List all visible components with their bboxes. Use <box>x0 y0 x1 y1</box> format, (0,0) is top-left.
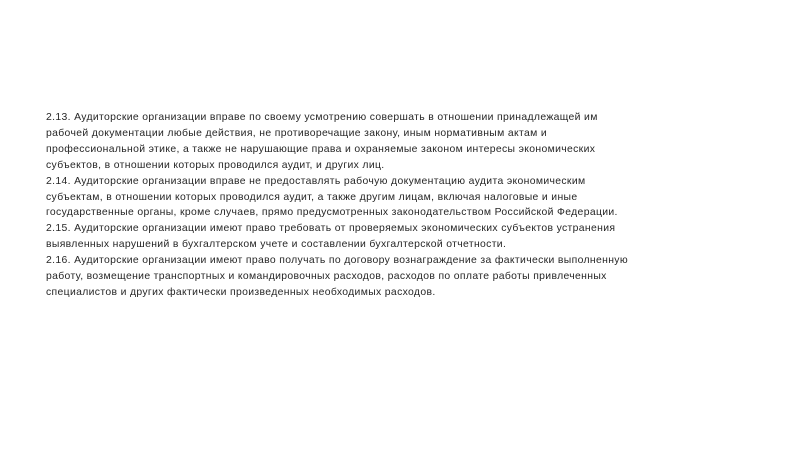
text-line: работу, возмещение транспортных и командировочных расходов, расходов по оплате работы привлеченных <box>46 271 607 283</box>
text-line: профессиональной этике, а также не нарушающие права и охраняемые законом интересы экономических <box>46 143 596 155</box>
text-line: субъектам, в отношении которых проводился аудит, а также другим лицам, включая налоговые и иные <box>46 191 578 203</box>
text-line: выявленных нарушений в бухгалтерском учете и составлении бухгалтерской отчетности. <box>46 239 507 251</box>
text-line: субъектов, в отношении которых проводился аудит, и других лиц. <box>46 159 385 171</box>
text-line: 2.15. Аудиторские организации имеют право требовать от проверяемых экономических субъектов устранения <box>46 223 616 235</box>
text-line: специалистов и других фактически произведенных необходимых расходов. <box>46 286 436 298</box>
document-text <box>46 110 761 301</box>
text-line: рабочей документации любые действия, не противоречащие закону, иным нормативным актам и <box>46 127 547 139</box>
paragraph-2-14 <box>46 174 761 222</box>
text-line: 2.13. Аудиторские организации вправе по своему усмотрению совершать в отношении принадлежащей им <box>46 112 598 123</box>
paragraph-2-13 <box>46 110 761 174</box>
paragraph-2-15 <box>46 221 761 253</box>
text-line: 2.14. Аудиторские организации вправе не предоставлять рабочую документацию аудита экономическим <box>46 175 586 187</box>
paragraph-2-16 <box>46 253 761 301</box>
text-line: 2.16. Аудиторские организации имеют право получать по договору вознаграждение за фактически выполненную <box>46 255 628 267</box>
text-line: государственные органы, кроме случаев, прямо предусмотренных законодательством Российской Федерации. <box>46 207 618 219</box>
